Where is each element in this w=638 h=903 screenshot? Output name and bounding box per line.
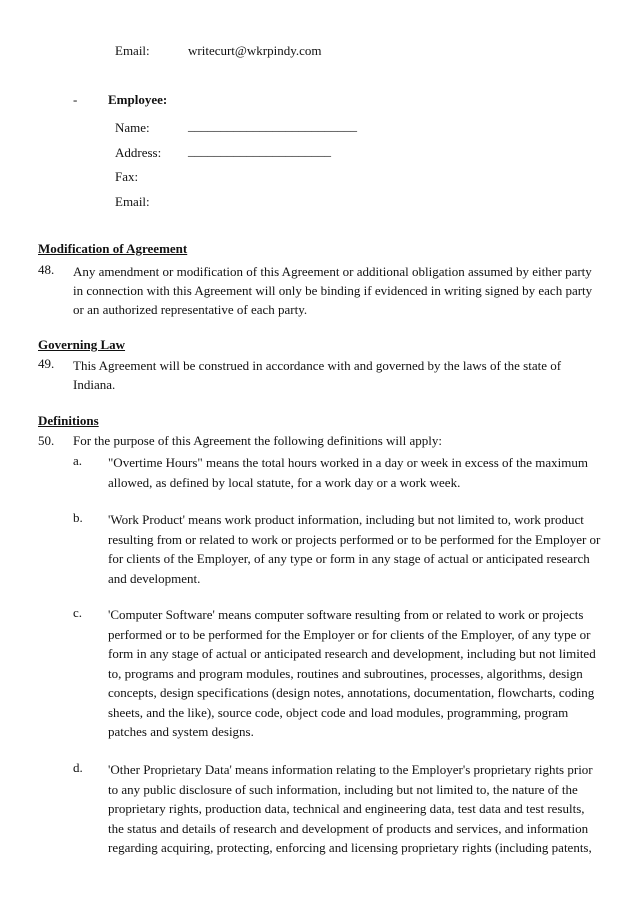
section-heading-governing-law: Governing Law	[38, 337, 126, 352]
definition-text-d: 'Other Proprietary Data' means information relating to the Employer's proprietary rights prior to any public disclosure of such information, including but not limited to, the nature of the proprietary rights, production data, technical and engineering data, test data and test results, the status and details of research and development of products and services, and information regarding acquiring, protecting, enforcing and licensing proprietary rights (including patents,	[108, 762, 593, 855]
employer-email-value: writecurt@wkrpindy.com	[188, 43, 322, 58]
definition-text-a: "Overtime Hours" means the total hours worked in a day or week in excess of the maximum allowed, as defined by local statute, for a work day or a work week.	[108, 455, 588, 490]
employee-address-blank: ______________________	[188, 143, 331, 158]
employee-email-label: Email:	[115, 194, 150, 209]
section-number-49: 49.	[38, 356, 55, 371]
section-text-governing-law: This Agreement will be construed in accordance with and governed by the laws of the state of Indiana.	[73, 358, 562, 392]
definition-label-a: a.	[73, 453, 83, 468]
definition-label-c: c.	[73, 605, 83, 620]
section-number-48: 48.	[38, 262, 55, 277]
section-heading-definitions: Definitions	[38, 413, 99, 428]
employer-email-label: Email:	[115, 43, 150, 58]
employee-address-label: Address:	[115, 145, 162, 160]
section-number-50: 50.	[38, 433, 55, 448]
employee-heading: Employee:	[108, 92, 168, 107]
definition-text-b: 'Work Product' means work product information, including but not limited to, work product resulting from or related to work or projects performed or to be performed for the Employer or for clients of the Employer, of any type or form in any stage of actual or anticipated research and development.	[108, 512, 601, 586]
employee-name-blank: __________________________	[188, 118, 357, 133]
definition-label-b: b.	[73, 510, 83, 525]
employee-name-label: Name:	[115, 120, 150, 135]
definition-text-c: 'Computer Software' means computer software resulting from or related to work or projects performed or to be performed for the Employer or for clients of the Employer, of any type or form in any stage of actual or anticipated research and development, including but not limited to, programs and program modules, routines and subroutines, processes, algorithms, design concepts, design specifications (design notes, annotations, documentation, flowcharts, coding sheets, and the like), source code, object code and load modules, programming, program patches and system designs.	[108, 607, 596, 739]
employee-bullet: -	[73, 92, 78, 107]
section-text-modification: Any amendment or modification of this Agreement or additional obligation assumed by either party in connection with this Agreement will only be binding if evidenced in writing signed by each party or an authorized representative of each party.	[73, 264, 593, 317]
employee-fax-label: Fax:	[115, 169, 139, 184]
definitions-intro: For the purpose of this Agreement the following definitions will apply:	[73, 433, 443, 448]
section-heading-modification: Modification of Agreement	[38, 241, 188, 256]
definition-label-d: d.	[73, 760, 83, 775]
